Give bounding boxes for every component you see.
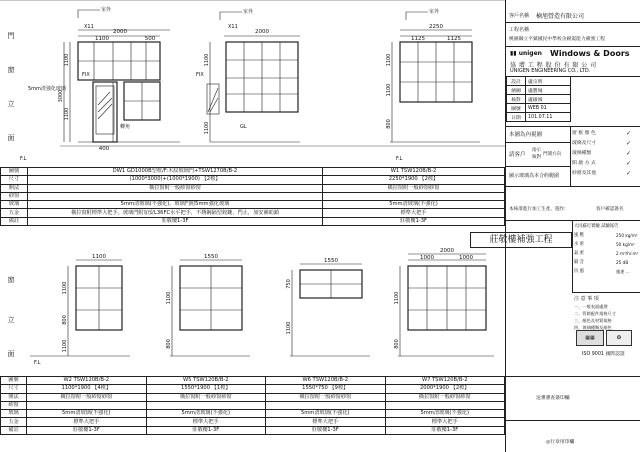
- top-spec-row: [1, 184, 505, 192]
- bottom-spec-cell: 5mm清玻璃(不強化): [385, 410, 505, 418]
- test-value: 2 m³/hr.m²: [616, 251, 639, 256]
- top-spec-row: [1, 192, 505, 200]
- bottom-spec-cell: 5mm清玻璃(不強化): [146, 410, 265, 418]
- firm-stamp-label: ◎行章用印欄: [546, 440, 575, 445]
- note-item: 三、顏色及材質規格: [574, 318, 612, 323]
- check-mark-icon: ✓: [626, 130, 632, 137]
- bottom-spec-row-label: 紗窗: [1, 401, 27, 409]
- bottom-spec-cell: W6 TSW120B/B-2: [266, 377, 385, 385]
- brand-en: Windows & Doors: [550, 49, 630, 58]
- test-values: [616, 231, 638, 276]
- top-spec-row-label: 圖號: [1, 168, 28, 176]
- bottom-spec-row: [1, 410, 505, 418]
- drawing-note: 圖示玻璃為本合約範圍: [509, 173, 560, 179]
- dw1-outdoor-note: 室外: [101, 7, 112, 13]
- approval-stamp-icon: ✪: [606, 330, 632, 346]
- test-value: 25 dB: [616, 260, 629, 265]
- w1-dim-h3: 800: [386, 119, 392, 129]
- dw1b-outdoor-note: 室外: [243, 9, 254, 15]
- bottom-spec-cell: 1550*1900 【1樘】: [146, 385, 265, 393]
- top-spec-row: [1, 201, 505, 209]
- confirm-item: 窗 框 顏 色: [572, 131, 596, 136]
- approval-row: [507, 95, 571, 104]
- bottom-spec-row: [1, 385, 505, 393]
- bottom-spec-cell: 5mm清玻璃(不強化): [27, 410, 146, 418]
- project-name: 桃園縣立平鎮國民中學校舍耐震能力補強工程: [509, 37, 605, 42]
- top-spec-row-label: 玻璃: [1, 201, 28, 209]
- top-spec-row-label: 備註: [1, 217, 28, 225]
- bottom-spec-row-label: 尺寸: [1, 385, 27, 393]
- approval-row-value: 盧宗明: [526, 77, 571, 86]
- dw1-glass-note: 5mm清強化玻璃: [28, 86, 66, 92]
- brand-logo: [510, 50, 542, 57]
- instruction-2: 指示: [532, 148, 541, 153]
- approval-row-value: 盧寶城: [526, 86, 571, 95]
- bottom-spec-cell: [27, 401, 146, 409]
- bottom-spec-cell: 2000*1900 【2樘】: [385, 385, 505, 393]
- approval-note: 本核准進行加工生產、施作:: [509, 207, 566, 212]
- top-spec-cell-left: 橫拉窗附標準大把手，玻璃門附加安L36FC水平把手，不銹鋼隔型鉸鏈，門止，加安補助鎖: [28, 209, 323, 217]
- row-label-window: 窗: [7, 66, 15, 74]
- w1-floor-line: F.L: [396, 156, 403, 162]
- approval-row-label: 圖號: [507, 104, 526, 113]
- approval-row-label: 日期: [507, 113, 526, 122]
- bottom-spec-row-label: 開法: [1, 393, 27, 401]
- review-label: 送審審查簽印欄: [536, 396, 570, 401]
- dw1-dim-left: 400: [98, 146, 110, 152]
- test-results: [574, 222, 618, 276]
- confirm-list: [572, 129, 596, 179]
- bottom-spec-cell: W7 TSW120B/B-2: [385, 377, 505, 385]
- check-list: [626, 129, 631, 179]
- client-label: 客戶名稱: [509, 13, 530, 19]
- bottom-spec-row: [1, 377, 505, 385]
- w7-dim-sub2: 1000: [459, 255, 473, 261]
- test-item: 風 壓: [574, 233, 584, 238]
- bottom-spec-table: [0, 376, 505, 435]
- top-spec-row-label: 尺寸: [1, 176, 28, 184]
- bottom-spec-cell: 橫拉窗附一般紗窗紗窗: [27, 393, 146, 401]
- brand-zh: 協 增 工 程 股 份 有 限 公 司: [510, 62, 597, 69]
- dw1-floor-line: F.L: [20, 156, 27, 162]
- top-spec-table: [0, 167, 505, 226]
- approval-rows: [506, 76, 571, 122]
- approval-row-value: 101.07.11: [526, 113, 571, 122]
- approval-row-label: 核對: [507, 95, 526, 104]
- approval-row: [507, 86, 571, 95]
- note-item: 一、一般表面處理: [574, 304, 608, 309]
- row-label-elevation: 立: [7, 100, 15, 108]
- row-label-elevation-2: 立: [7, 316, 15, 324]
- dw1-dim-h-upper: 1100: [64, 53, 70, 67]
- dw1-dim-mid: 1100: [95, 36, 109, 42]
- note-item: 四、玻璃種類及顏色: [574, 325, 612, 330]
- bottom-spec-row: [1, 426, 505, 434]
- test-value: 風速 ...: [616, 269, 630, 274]
- top-spec-cell-right: 5mm清玻璃(不強化): [323, 201, 505, 209]
- bottom-spec-cell: 莊敬樓1-3F: [27, 426, 146, 434]
- w2-floor-line: F.L: [34, 360, 41, 366]
- w5-dim-width: 1550: [204, 254, 218, 260]
- project-label: 工程名稱: [509, 27, 530, 33]
- dw1b-dim-h1: 1100: [204, 53, 210, 67]
- bottom-spec-cell: 1100*1900 【4樘】: [27, 385, 146, 393]
- top-spec-cell-right: 2250*1900 【2樘】: [323, 176, 505, 184]
- approval-row-label: 繪圖: [507, 86, 526, 95]
- dw1b-dim-top: 2000: [255, 29, 269, 35]
- dw1-x11: X11: [84, 24, 94, 30]
- bottom-spec-row-label: 備註: [1, 426, 27, 434]
- dw1-fix: FIX: [82, 72, 90, 78]
- test-value: 50 kg/m²: [616, 242, 635, 247]
- w2-dim-h3: 1100: [62, 339, 68, 353]
- test-item: 隔 音: [574, 260, 584, 265]
- view-note: 本圖為內視圖: [509, 132, 543, 138]
- certification-stamp-icon: ▦▦: [576, 330, 604, 346]
- client-name: 楠旭營造有限公司: [536, 13, 585, 20]
- w7-dim-width: 2000: [440, 248, 454, 254]
- test-item: 大同蘇打實驗 試驗報告: [574, 224, 619, 229]
- bottom-spec-cell: 標準大把手: [266, 418, 385, 426]
- check-mark-icon: ✓: [626, 140, 632, 147]
- bottom-spec-cell: [266, 401, 385, 409]
- approval-row-label: 設計: [507, 77, 526, 86]
- approval-row: [507, 77, 571, 86]
- w2-dim-h1: 1100: [62, 281, 68, 295]
- client-instruction: 請客戶: [509, 152, 526, 158]
- test-item: 抗 風: [574, 269, 584, 274]
- w7-dim-sub1: 1000: [420, 255, 434, 261]
- approval-row-value: 盧銀城: [526, 95, 571, 104]
- bottom-spec-cell: 莊敬樓1-3F: [385, 426, 505, 434]
- w2-dim-width: 1100: [92, 254, 106, 260]
- bottom-elevation-drawings: [0, 222, 505, 376]
- check-mark-icon: ✓: [626, 170, 632, 177]
- top-spec-row-label: 紗窗: [1, 192, 28, 200]
- confirm-item: 玻璃及尺寸: [572, 141, 596, 146]
- test-item: 氣 密: [574, 251, 584, 256]
- title-block: [505, 0, 640, 452]
- w1-dim-sub1: 1125: [411, 36, 425, 42]
- top-spec-cell-right: W1 TSW120B/B-2: [323, 168, 505, 176]
- row-label-window-2: 窗: [7, 276, 15, 284]
- bottom-spec-row-label: 五金: [1, 418, 27, 426]
- test-item: 水 密: [574, 242, 584, 247]
- open-direction: 門開方向: [543, 152, 561, 157]
- signature-label: 客戶確認簽名: [596, 207, 624, 212]
- bottom-spec-cell: 莊敬樓1-3F: [266, 426, 385, 434]
- dw1b-dim-h2: 1100: [204, 121, 210, 135]
- top-spec-cell-right: [323, 192, 505, 200]
- top-elevation-drawings: [0, 0, 505, 168]
- approval-row: [507, 104, 571, 113]
- check-mark-icon: ✓: [626, 160, 632, 167]
- dw1b-fix: FIX: [196, 72, 204, 78]
- row-label-door: 門: [7, 32, 15, 40]
- bottom-spec-cell: W2 TSW120B/B-2: [27, 377, 146, 385]
- dw1-dim-height: 3000: [58, 89, 64, 103]
- bottom-spec-row: [1, 418, 505, 426]
- confirm-item: 開 啟 方 式: [572, 161, 596, 166]
- top-spec-row-label: 五金: [1, 209, 28, 217]
- bottom-spec-cell: 橫拉窗附一般紗窗紗窗: [385, 393, 505, 401]
- iso-cert: ISO 9001 國際認證: [582, 352, 625, 357]
- notes-list: [574, 303, 616, 331]
- w6-dim-width: 1550: [324, 258, 338, 264]
- dw1-dim-h-bot: 1100: [64, 107, 70, 121]
- bottom-spec-cell: [385, 401, 505, 409]
- w1-dim-h2: 1100: [386, 83, 392, 97]
- check-mark-icon: ✓: [626, 150, 632, 157]
- confirm-item: 紗窗及其他: [572, 171, 596, 176]
- approval-row: [507, 113, 571, 122]
- approval-row-value: WEB 01: [526, 104, 571, 113]
- row-label-face: 面: [7, 134, 15, 142]
- top-spec-cell-left: (1000*3000)+(1000*1900) 【2樘】: [28, 176, 323, 184]
- bottom-spec-cell: [146, 401, 265, 409]
- bottom-spec-row-label: 圖號: [1, 377, 27, 385]
- top-spec-cell-left: DW1 GD1000B型框/F:木紋玻璃門+TSW1270B/B-2: [28, 168, 323, 176]
- dw1b-x11: X11: [228, 24, 238, 30]
- logo-text: unigen: [518, 50, 542, 57]
- w1-dim-sub2: 1125: [447, 36, 461, 42]
- bottom-spec-cell: 5mm清玻璃(不強化): [266, 410, 385, 418]
- top-spec-cell-left: 5mm清玻璃(不強化)、玻璃門附5mm強化玻璃: [28, 201, 323, 209]
- w7-dim-h2: 800: [394, 339, 400, 349]
- top-spec-cell-right: 莊敬樓1-3F: [323, 217, 505, 225]
- bottom-spec-cell: 標準大把手: [385, 418, 505, 426]
- w7-dim-h1: 1100: [394, 291, 400, 305]
- w5-dim-h1: 1100: [166, 291, 172, 305]
- dw1-dim-right: 500: [144, 36, 156, 42]
- dw1-turn-note: 轉角: [120, 124, 131, 130]
- bottom-spec-cell: 標準大把手: [27, 418, 146, 426]
- test-value: 250 kg/m²: [616, 233, 638, 238]
- w5-dim-h2: 800: [166, 339, 172, 349]
- top-spec-cell-left: 莊敬樓1-3F: [28, 217, 323, 225]
- w1-dim-h1: 1100: [386, 53, 392, 67]
- top-spec-row: [1, 176, 505, 184]
- bottom-spec-cell: 莊敬樓1-3F: [146, 426, 265, 434]
- w6-dim-h1: 750: [286, 279, 292, 289]
- note-item: 二、管路配件規格尺寸: [574, 311, 616, 316]
- w2-dim-h2: 800: [62, 315, 68, 325]
- top-spec-cell-left: [28, 192, 323, 200]
- instruction-3: 核對: [532, 155, 541, 160]
- top-spec-cell-right: 標準大把手: [323, 209, 505, 217]
- confirm-item: 玻璃種類: [572, 151, 592, 156]
- top-spec-row-label: 開法: [1, 184, 28, 192]
- project-banner: 莊敬樓補強工程: [470, 232, 572, 248]
- bottom-spec-cell: 橫拉窗附一般紗窗紗窗: [146, 393, 265, 401]
- bottom-spec-row-label: 玻璃: [1, 410, 27, 418]
- w1-outdoor-note: 室外: [429, 9, 440, 15]
- bottom-spec-cell: 1550*750 【9樘】: [266, 385, 385, 393]
- w1-dim-top: 2250: [429, 24, 443, 30]
- w6-dim-h2: 1100: [286, 321, 292, 335]
- top-spec-cell-right: 橫拉窗附一般紗窗紗窗: [323, 184, 505, 192]
- notes-title: 注 意 事 項: [574, 296, 599, 302]
- bottom-spec-row: [1, 393, 505, 401]
- dw1b-ref: GL: [240, 124, 247, 130]
- top-spec-row: [1, 209, 505, 217]
- top-spec-row: [1, 168, 505, 176]
- bottom-spec-row: [1, 401, 505, 409]
- bottom-spec-cell: 標準大把手: [146, 418, 265, 426]
- dw1-dim-top: 2000: [113, 29, 127, 35]
- bottom-spec-cell: 橫拉窗附一般紗窗紗窗: [266, 393, 385, 401]
- bottom-spec-cell: W5 TSW120B/B-2: [146, 377, 265, 385]
- top-spec-cell-left: 橫拉窗附一般紗窗紗窗: [28, 184, 323, 192]
- row-label-face-2: 面: [7, 350, 15, 358]
- brand-sub: UNIGEN ENGINEERING CO., LTD.: [510, 68, 591, 74]
- logo-mark-icon: ▮▮: [510, 50, 517, 57]
